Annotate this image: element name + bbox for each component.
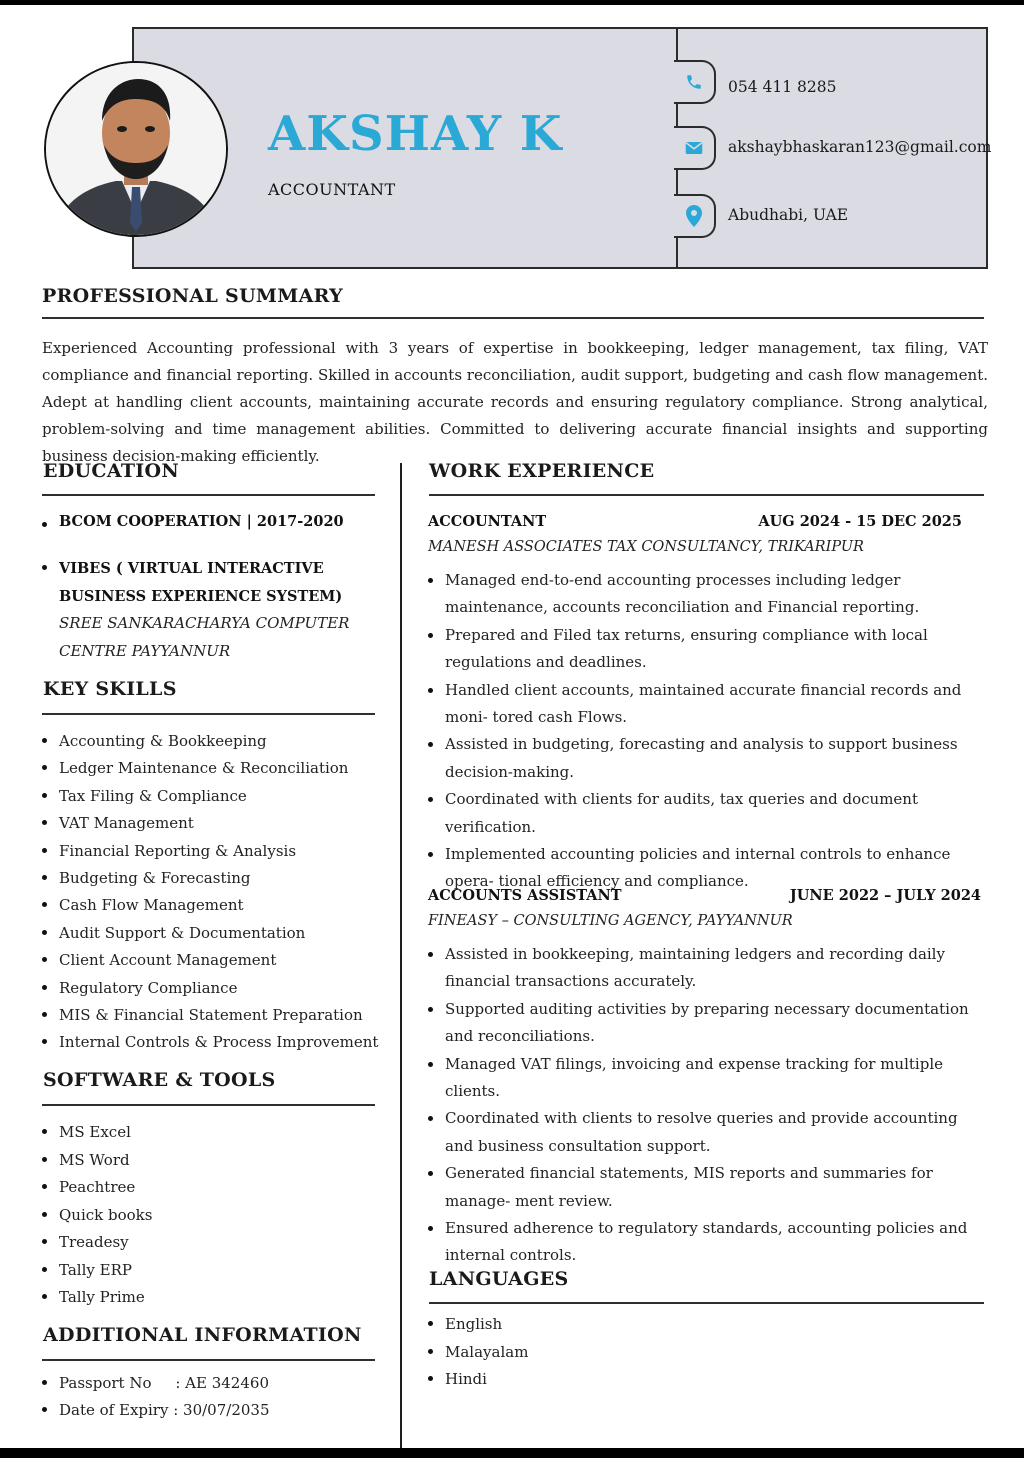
skills-rule: [42, 713, 375, 715]
tool-item: Tally ERP: [42, 1257, 372, 1285]
skill-item: Client Account Management: [42, 947, 387, 974]
job-dates: AUG 2024 - 15 DEC 2025: [758, 513, 962, 530]
job-title: ACCOUNTANT: [428, 513, 547, 530]
skills-heading: KEY SKILLS: [43, 678, 177, 700]
bullet: [42, 565, 47, 570]
skill-item: Regulatory Compliance: [42, 975, 387, 1002]
column-divider: [400, 463, 402, 1448]
map-pin-icon: [674, 194, 716, 238]
skill-item: Internal Controls & Process Improvement: [42, 1029, 387, 1056]
duty-item: Implemented accounting policies and internal controls to enhance opera- tional efficiency and compliance.: [428, 841, 988, 896]
contact-phone[interactable]: 054 411 8285: [728, 78, 837, 96]
tool-item: Tally Prime: [42, 1284, 372, 1312]
additional-heading: ADDITIONAL INFORMATION: [43, 1324, 362, 1346]
skill-item: Ledger Maintenance & Reconciliation: [42, 755, 387, 782]
duty-item: Prepared and Filed tax returns, ensuring compliance with local regulations and deadlines.: [428, 622, 988, 677]
skill-item: Budgeting & Forecasting: [42, 865, 387, 892]
person-name: AKSHAY K: [268, 106, 563, 162]
summary-rule: [42, 317, 984, 319]
envelope-icon: [674, 126, 716, 170]
top-border: [0, 0, 1024, 5]
tool-item: Peachtree: [42, 1174, 372, 1202]
skill-item: Financial Reporting & Analysis: [42, 838, 387, 865]
bottom-border: [0, 1448, 1024, 1458]
job-company: FINEASY – CONSULTING AGENCY, PAYYANNUR: [428, 913, 793, 929]
phone-icon: [674, 60, 716, 104]
education-item: [42, 513, 382, 530]
additional-item: Date of Expiry : 30/07/2035: [42, 1397, 372, 1424]
duty-item: Managed VAT filings, invoicing and expense tracking for multiple clients.: [428, 1051, 988, 1106]
tool-item: MS Word: [42, 1147, 372, 1175]
experience-heading: WORK EXPERIENCE: [429, 460, 655, 482]
experience-rule: [429, 494, 984, 496]
duty-item: Ensured adherence to regulatory standards, accounting policies and internal controls.: [428, 1215, 988, 1270]
summary-text: Experienced Accounting professional with 3 years of expertise in bookkeeping, ledger management, tax filing, VAT compliance and financial reporting. Skilled in accounts reconciliation, audit support, budgeting and cash flow management. Adept at handling client accounts, maintaining accurate records and ensuring regulatory compliance. Strong analytical, problem-solving and time management abilities. Committed to delivering accurate financial insights and supporting business decision-making efficiently.: [42, 339, 988, 465]
additional-list: [42, 1370, 372, 1424]
skill-item: MIS & Financial Statement Preparation: [42, 1002, 387, 1029]
education-item: [42, 555, 387, 665]
contact-email[interactable]: akshaybhaskaran123@gmail.com: [728, 138, 992, 156]
education-institution: SREE SANKARACHARYA COMPUTER CENTRE PAYYANNUR: [59, 614, 350, 660]
job-title: ACCOUNTS ASSISTANT: [428, 887, 622, 904]
skills-list: [42, 728, 387, 1057]
additional-item: Passport No : AE 342460: [42, 1370, 372, 1397]
duty-item: Coordinated with clients to resolve queries and provide accounting and business consultation support.: [428, 1105, 988, 1160]
education-degree: BCOM COOPERATION | 2017-2020: [59, 513, 344, 530]
languages-list: [428, 1311, 728, 1394]
skill-item: Cash Flow Management: [42, 892, 387, 919]
language-item: Malayalam: [428, 1339, 728, 1367]
profile-photo: [44, 61, 228, 237]
language-item: English: [428, 1311, 728, 1339]
education-degree: VIBES ( VIRTUAL INTERACTIVE BUSINESS EXPERIENCE SYSTEM): [59, 560, 343, 605]
person-title: ACCOUNTANT: [268, 180, 396, 199]
education-heading: EDUCATION: [43, 460, 179, 482]
skill-item: Audit Support & Documentation: [42, 920, 387, 947]
tools-heading: SOFTWARE & TOOLS: [43, 1069, 276, 1091]
languages-heading: LANGUAGES: [429, 1268, 569, 1290]
duty-item: Generated financial statements, MIS reports and summaries for manage- ment review.: [428, 1160, 988, 1215]
duty-item: Supported auditing activities by preparing necessary documentation and reconciliations.: [428, 996, 988, 1051]
languages-rule: [429, 1302, 984, 1304]
job-dates: JUNE 2022 – JULY 2024: [789, 887, 981, 904]
duty-item: Managed end-to-end accounting processes including ledger maintenance, accounts reconciliation and Financial reporting.: [428, 567, 988, 622]
additional-rule: [42, 1359, 375, 1361]
education-rule: [42, 494, 375, 496]
tool-item: Quick books: [42, 1202, 372, 1230]
duty-item: Assisted in budgeting, forecasting and analysis to support business decision-making.: [428, 731, 988, 786]
summary-heading: PROFESSIONAL SUMMARY: [42, 285, 344, 307]
skill-item: Tax Filing & Compliance: [42, 783, 387, 810]
duty-item: Coordinated with clients for audits, tax queries and document verification.: [428, 786, 988, 841]
job-duties: [428, 941, 988, 1270]
duty-item: Handled client accounts, maintained accurate financial records and moni- tored cash Flows.: [428, 677, 988, 732]
contact-location: Abudhabi, UAE: [728, 206, 849, 224]
duty-item: Assisted in bookkeeping, maintaining ledgers and recording daily financial transactions accurately.: [428, 941, 988, 996]
job-duties: [428, 567, 988, 896]
tool-item: Treadesy: [42, 1229, 372, 1257]
skill-item: VAT Management: [42, 810, 387, 837]
language-item: Hindi: [428, 1366, 728, 1394]
bullet: [42, 522, 47, 527]
job-company: MANESH ASSOCIATES TAX CONSULTANCY, TRIKARIPUR: [428, 539, 864, 555]
tools-rule: [42, 1104, 375, 1106]
tool-item: MS Excel: [42, 1119, 372, 1147]
tools-list: [42, 1119, 372, 1312]
skill-item: Accounting & Bookkeeping: [42, 728, 387, 755]
